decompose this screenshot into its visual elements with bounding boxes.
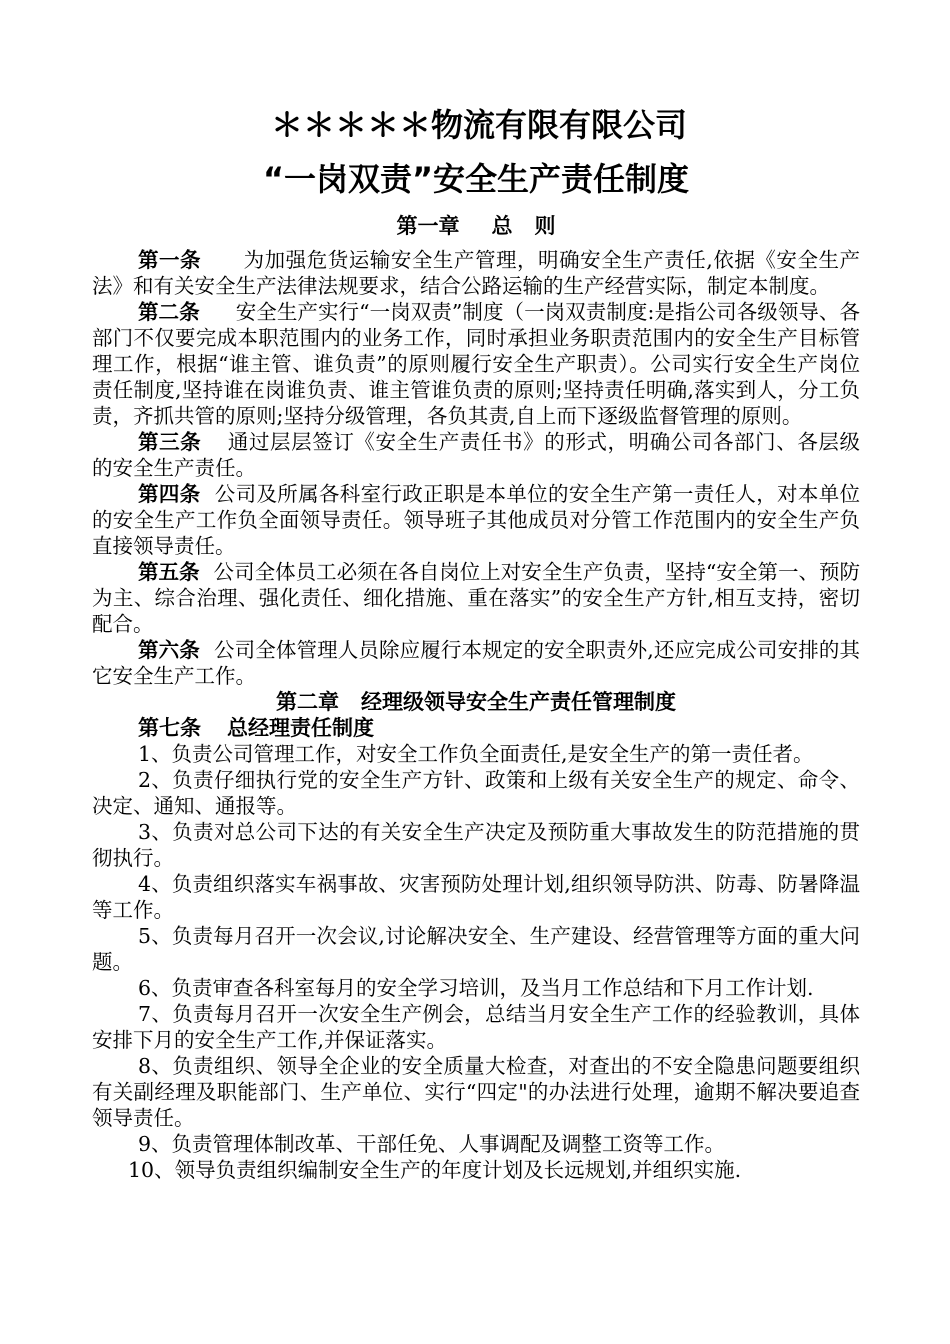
article-text: 为加强危货运输安全生产管理，明确安全生产责任,依据《安全生产法》和有关安全生产法律法规要求，结合公路运输的生产经营实际，制定本制度。 [92,248,861,298]
article-6 [92,637,860,689]
duty-item-3: 3、负责对总公司下达的有关安全生产决定及预防重大事故发生的防范措施的贯彻执行。 [92,820,860,870]
article-text: 公司全体管理人员除应履行本规定的安全职责外,还应完成公司安排的其它安全生产工作。 [92,638,861,688]
article-text: 公司及所属各科室行政正职是本单位的安全生产第一责任人，对本单位的安全生产工作负全面领导责任。领导班子其他成员对分管工作范围内的安全生产负直接领导责任。 [92,482,861,558]
chapter-1-title-b: 则 [534,213,556,238]
duty-item-7: 7、负责每月召开一次安全生产例会，总结当月安全生产工作的经验教训，具体安排下月的安全生产工作,并保证落实。 [92,1002,860,1052]
article-label: 第六条 [138,638,200,662]
duty-item-6: 6、负责审查各科室每月的安全学习培训，及当月工作总结和下月工作计划. [138,976,814,1000]
chapter-2-heading [92,689,860,715]
article-4 [92,481,860,559]
policy-title: “一岗双责”安全生产责任制度 [262,160,690,198]
article-text: 通过层层签订《安全生产责任书》的形式，明确公司各部门、各层级的安全生产责任。 [92,430,861,480]
duty-item-5: 5、负责每月召开一次会议,讨论解决安全、生产建设、经营管理等方面的重大问题。 [92,924,860,974]
duty-item-9: 9、负责管理体制改革、干部任免、人事调配及调整工资等工作。 [138,1132,726,1156]
duty-item-4: 4、负责组织落实车祸事故、灾害预防处理计划,组织领导防洪、防毒、防暑降温等工作。 [92,872,860,922]
document-page [92,100,860,1183]
article-label: 第五条 [138,560,200,584]
article-label: 第二条 [138,300,200,324]
article-3 [92,429,860,481]
chapter-1-label: 第一章 [396,213,460,238]
chapter-2-title: 经理级领导安全生产责任管理制度 [361,689,676,714]
article-5 [92,559,860,637]
article-1 [92,247,860,299]
article-label: 第一条 [138,248,202,272]
chapter-1-heading [92,213,860,239]
duty-item-2: 2、负责仔细执行党的安全生产方针、政策和上级有关安全生产的规定、命令、决定、通知、通报等。 [92,768,860,818]
article-label: 第三条 [138,430,202,454]
article-7-title: 总经理责任制度 [227,715,374,740]
company-title: ＊＊＊＊＊物流有限有限公司 [270,106,687,144]
chapter-1-title-a: 总 [491,213,513,238]
article-7-label: 第七条 [138,715,201,740]
chapter-2-label: 第二章 [276,689,339,714]
duty-item-1: 1、负责公司管理工作，对安全工作负全面责任,是安全生产的第一责任者。 [138,742,814,766]
duty-item-8: 8、负责组织、领导全企业的安全质量大检查，对查出的不安全隐患问题要组织有关副经理及职能部门、生产单位、实行“四定"的办法进行处理，逾期不解决要追查领导责任。 [92,1054,860,1130]
duty-item-10: 10、领导负责组织编制安全生产的年度计划及长远规划,并组织实施. [128,1158,742,1182]
article-text: 公司全体员工必须在各自岗位上对安全生产负责，坚持“安全第一、预防为主、综合治理、强化责任、细化措施、重在落实”的安全生产方针,相互支持，密切配合。 [92,560,860,636]
article-2 [92,299,860,429]
article-text: 安全生产实行“一岗双责”制度（一岗双责制度:是指公司各级领导、各部门不仅要完成本职范围内的业务工作，同时承担业务职责范围内的安全生产目标管理工作，根据“谁主管、谁负责”的原则履行安全生产职责）。公司实行安全生产岗位责任制度,坚持谁在岗谁负责、谁主管谁负责的原则;坚持责任明确,落实到人，分工负责，齐抓共管的原则;坚持分级管理，各负其责,自上而下逐级监督管理的原则。 [92,300,860,428]
article-label: 第四条 [138,482,201,506]
article-7-heading [92,715,860,741]
